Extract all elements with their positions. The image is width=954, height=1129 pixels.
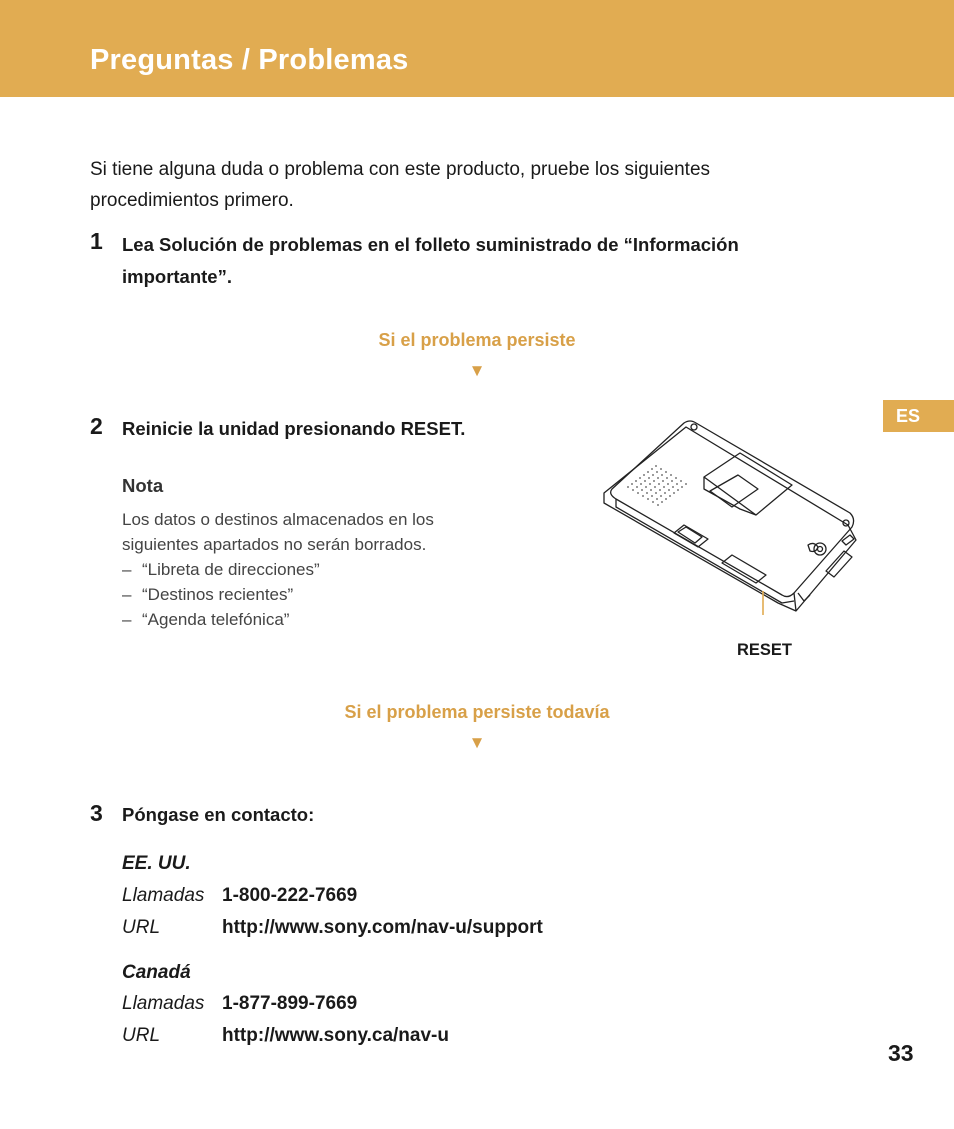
step-1-number: 1: [90, 228, 103, 254]
step-2-number: 2: [90, 413, 103, 439]
down-arrow-icon: ▼: [468, 361, 486, 380]
step-2-text: Reinicie la unidad presionando RESET.: [122, 418, 466, 439]
note-item-text: “Destinos recientes”: [142, 585, 294, 604]
phone-label: Llamadas: [122, 885, 205, 906]
dash-bullet: –: [122, 560, 132, 579]
note-title: Nota: [122, 475, 164, 496]
note-item-text: “Agenda telefónica”: [142, 610, 290, 629]
note-list-item: [122, 557, 502, 582]
phone-label: Llamadas: [122, 993, 205, 1014]
step-3-number: 3: [90, 800, 103, 826]
page-number: 33: [888, 1040, 914, 1066]
url-label: URL: [122, 1025, 161, 1046]
step-3-text: Póngase en contacto:: [122, 804, 315, 825]
flow-persist-label: Si el problema persiste: [378, 330, 576, 350]
note-list-item: [122, 607, 502, 632]
step-1-text: Lea Solución de problemas en el folleto suministrado de “Información importante”.: [122, 234, 739, 287]
region-canada-title: Canadá: [122, 962, 191, 983]
dash-bullet: –: [122, 610, 132, 629]
down-arrow-icon: ▼: [468, 733, 486, 752]
intro-paragraph: Si tiene alguna duda o problema con este producto, pruebe los siguientes procedimientos primero.: [90, 159, 711, 211]
language-tab: ES: [883, 400, 954, 432]
flow-persist-still-label: Si el problema persiste todavía: [344, 702, 610, 722]
canada-phone-row: [122, 993, 357, 1015]
note-body: [122, 507, 502, 632]
reset-callout-label: RESET: [737, 641, 793, 659]
note-list-item: [122, 582, 502, 607]
page-title: Preguntas / Problemas: [90, 44, 409, 76]
url-label: URL: [122, 917, 161, 938]
note-item-text: “Libreta de direcciones”: [142, 560, 320, 579]
dash-bullet: –: [122, 585, 132, 604]
canada-url-row: [122, 1025, 449, 1047]
usa-phone-number: 1-800-222-7669: [222, 885, 358, 906]
region-usa-title: EE. UU.: [122, 853, 191, 874]
usa-url-row: [122, 917, 543, 939]
usa-url-link[interactable]: http://www.sony.com/nav-u/support: [222, 917, 543, 938]
note-text: Los datos o destinos almacenados en los siguientes apartados no serán borrados.: [122, 510, 434, 554]
canada-url-link[interactable]: http://www.sony.ca/nav-u: [222, 1025, 449, 1046]
usa-phone-row: [122, 885, 357, 907]
canada-phone-number: 1-877-899-7669: [222, 993, 358, 1014]
device-illustration: [598, 415, 863, 615]
